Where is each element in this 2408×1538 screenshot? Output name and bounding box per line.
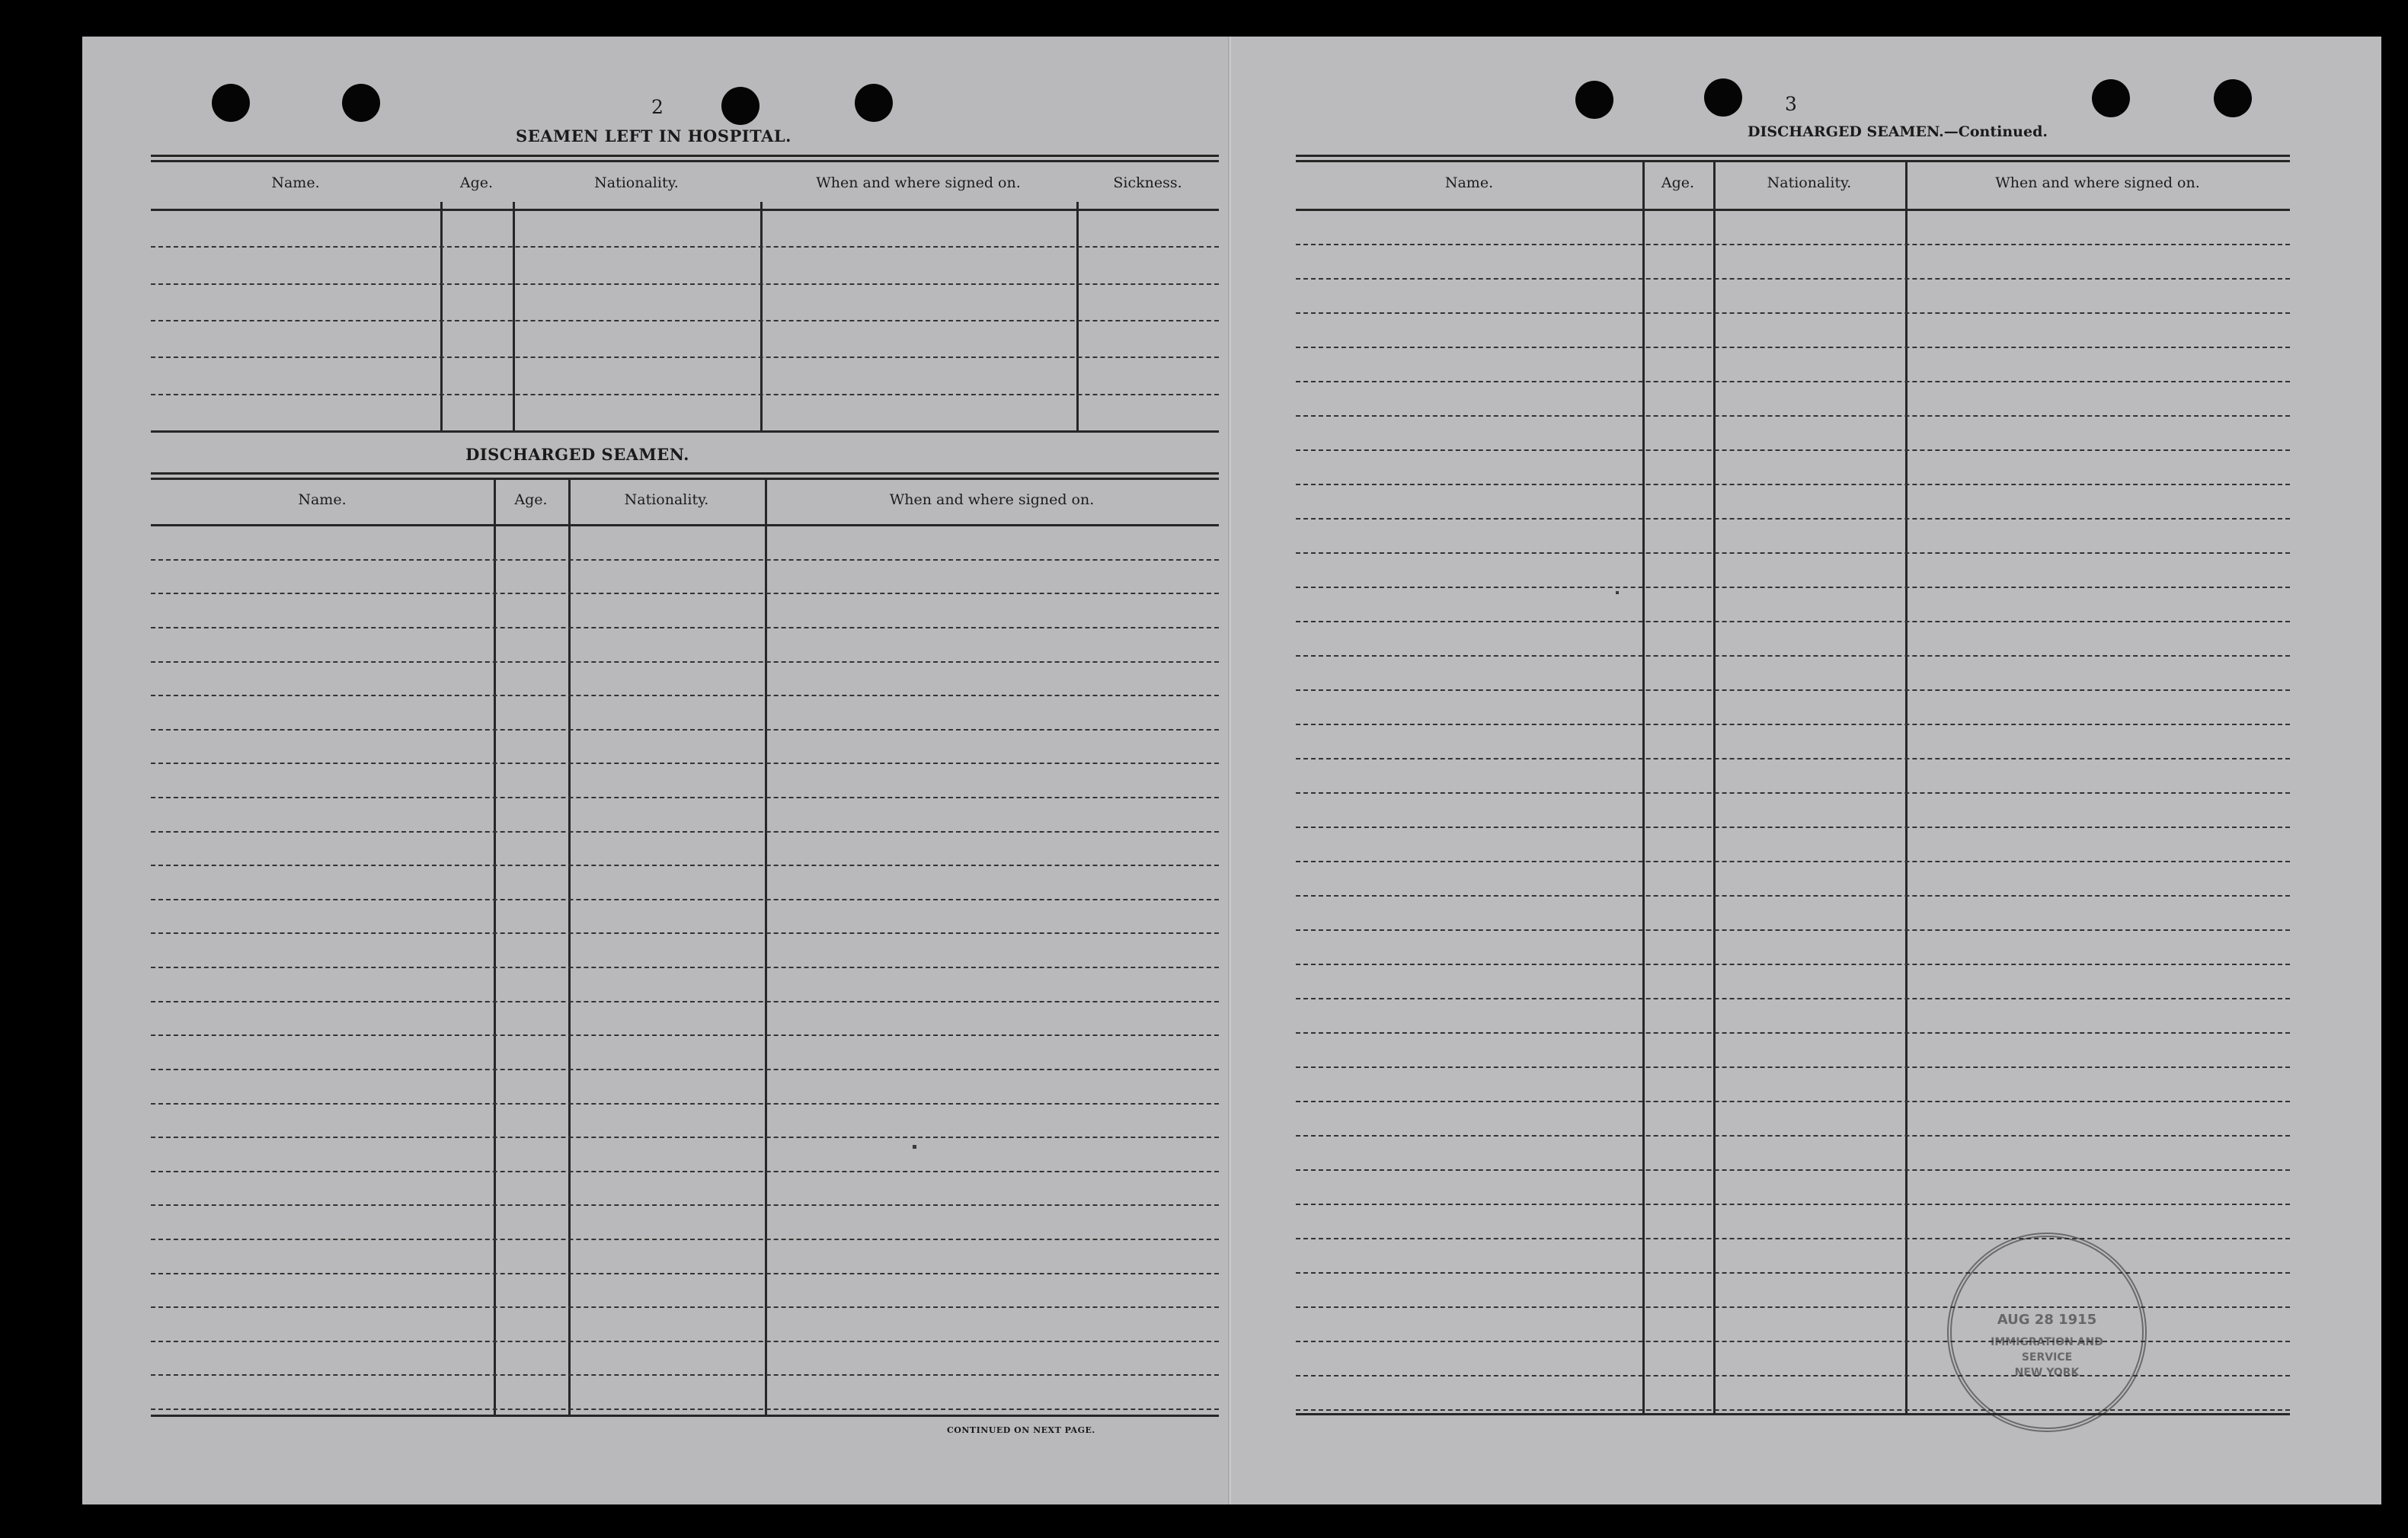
left-page xyxy=(82,37,1233,1504)
ruled-line xyxy=(1296,415,2290,417)
ruled-line xyxy=(1296,381,2290,382)
ruled-line xyxy=(1296,312,2290,314)
received-date-stamp xyxy=(1947,1233,2147,1432)
col-signed-on-header: When and where signed on. xyxy=(1995,174,2200,191)
ruled-line xyxy=(1296,1409,2290,1411)
ink-speck xyxy=(1616,591,1619,594)
ruled-line xyxy=(1296,998,2290,999)
ruled-line xyxy=(151,967,1219,968)
page-number: 3 xyxy=(1785,93,1797,115)
ruled-line xyxy=(151,394,1219,395)
ruled-line xyxy=(1296,1066,2290,1068)
hospital-table xyxy=(151,155,1219,436)
punch-hole xyxy=(1704,78,1742,117)
ruled-line xyxy=(1296,758,2290,759)
punch-hole xyxy=(721,87,759,125)
col-name-header: Name. xyxy=(1444,174,1494,191)
ruled-line xyxy=(151,831,1219,833)
ruled-line xyxy=(1296,484,2290,485)
ruled-line xyxy=(1296,1032,2290,1034)
ruled-line xyxy=(1296,1204,2290,1205)
ruled-line xyxy=(1296,1169,2290,1171)
ruled-line xyxy=(1296,278,2290,280)
ruled-line xyxy=(1296,1238,2290,1239)
ruled-line xyxy=(151,320,1219,321)
ruled-line xyxy=(151,661,1219,663)
ruled-line xyxy=(151,1204,1219,1206)
punch-hole xyxy=(1575,81,1613,119)
stamp-date: AUG 28 1915 xyxy=(1997,1312,2097,1328)
stamp-line: NEW YORK xyxy=(2014,1367,2080,1379)
ruled-line xyxy=(151,797,1219,798)
punch-hole xyxy=(342,84,380,122)
right-page xyxy=(1231,37,2381,1504)
ruled-line xyxy=(151,1273,1219,1274)
ruled-line xyxy=(151,1341,1219,1342)
ruled-line xyxy=(151,865,1219,866)
ruled-line xyxy=(151,1306,1219,1308)
ruled-line xyxy=(151,1103,1219,1105)
ruled-line xyxy=(151,357,1219,358)
ruled-line xyxy=(151,1137,1219,1138)
punch-hole xyxy=(2214,79,2252,117)
stamp-line: IMMIGRATION AND xyxy=(1991,1336,2103,1348)
ruled-line xyxy=(1296,1101,2290,1102)
ruled-line xyxy=(151,1034,1219,1036)
ruled-line xyxy=(151,932,1219,934)
ruled-line xyxy=(1296,861,2290,862)
ruled-line xyxy=(1296,689,2290,691)
continued-footer: CONTINUED ON NEXT PAGE. xyxy=(947,1425,1095,1435)
col-nationality-header: Nationality. xyxy=(594,174,679,191)
ruled-line xyxy=(1296,655,2290,657)
discharged-continued-table xyxy=(1296,155,2290,1423)
punch-hole xyxy=(2092,79,2130,117)
ruled-line xyxy=(151,1171,1219,1172)
ruled-line xyxy=(1296,895,2290,897)
ruled-line xyxy=(151,899,1219,900)
discharged-table xyxy=(151,472,1219,1421)
page-number: 2 xyxy=(651,96,664,118)
ruled-line xyxy=(151,695,1219,696)
ruled-line xyxy=(151,1069,1219,1070)
ruled-line xyxy=(1296,347,2290,348)
ruled-line xyxy=(1296,964,2290,965)
ruled-line xyxy=(1296,792,2290,794)
col-nationality-header: Nationality. xyxy=(624,491,709,508)
ruled-line xyxy=(151,1239,1219,1240)
rows xyxy=(1296,211,2290,1411)
col-age-header: Age. xyxy=(514,491,548,508)
stamp-line: SERVICE xyxy=(2021,1351,2073,1364)
col-signed-on-header: When and where signed on. xyxy=(889,491,1095,508)
punch-hole xyxy=(212,84,250,122)
ruled-line xyxy=(151,1374,1219,1376)
ruled-line xyxy=(1296,724,2290,725)
ruled-line xyxy=(1296,929,2290,931)
hospital-section-title: SEAMEN LEFT IN HOSPITAL. xyxy=(516,126,791,145)
col-age-header: Age. xyxy=(459,174,494,191)
col-name-header: Name. xyxy=(298,491,347,508)
ruled-line xyxy=(1296,621,2290,622)
ruled-line xyxy=(1296,1135,2290,1137)
discharged-section-title: DISCHARGED SEAMEN. xyxy=(465,445,689,464)
ruled-line xyxy=(1296,1272,2290,1274)
ruled-line xyxy=(151,1409,1219,1410)
ruled-line xyxy=(151,627,1219,628)
punch-hole xyxy=(855,84,893,122)
col-signed-on-header: When and where signed on. xyxy=(816,174,1021,191)
ruled-line xyxy=(151,729,1219,731)
ruled-line xyxy=(1296,552,2290,554)
rows xyxy=(151,526,1219,1410)
ruled-line xyxy=(1296,244,2290,245)
col-age-header: Age. xyxy=(1661,174,1695,191)
ruled-line xyxy=(1296,449,2290,451)
ruled-line xyxy=(151,763,1219,764)
rows xyxy=(151,211,1219,432)
col-name-header: Name. xyxy=(271,174,320,191)
col-nationality-header: Nationality. xyxy=(1767,174,1852,191)
ruled-line xyxy=(1296,827,2290,828)
ruled-line xyxy=(151,283,1219,285)
col-sickness-header: Sickness. xyxy=(1113,174,1182,191)
discharged-continued-title: DISCHARGED SEAMEN.—Continued. xyxy=(1748,123,2048,140)
ruled-line xyxy=(151,593,1219,594)
ruled-line xyxy=(151,559,1219,561)
ruled-line xyxy=(1296,518,2290,520)
ink-speck xyxy=(913,1145,916,1149)
ruled-line xyxy=(1296,587,2290,588)
ruled-line xyxy=(151,1001,1219,1002)
ruled-line xyxy=(151,246,1219,248)
